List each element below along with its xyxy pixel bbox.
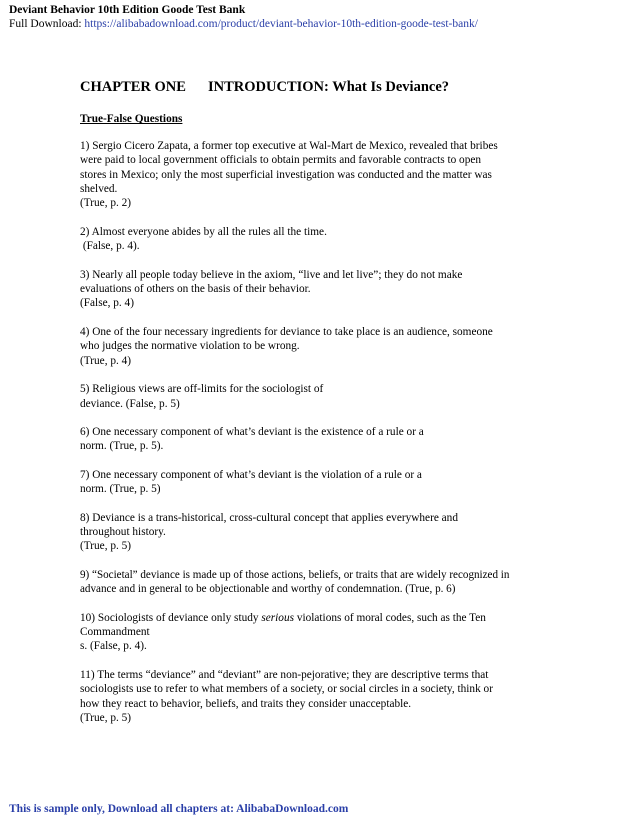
question-8 [80, 511, 585, 554]
question-text: deviance. (False, p. 5) [80, 397, 180, 410]
question-answer: (False, p. 4). [80, 240, 140, 253]
question-text: sociologists use to refer to what members of a society, or social circles in a society, think or [80, 683, 493, 696]
question-text: Commandment [80, 625, 150, 638]
question-text: 8) Deviance is a trans-historical, cross-cultural concept that applies everywhere and [80, 511, 458, 524]
book-title: Deviant Behavior 10th Edition Goode Test Bank [9, 4, 246, 16]
question-2 [80, 225, 585, 254]
section-title: True-False Questions [80, 113, 183, 126]
question-text: were paid to local government officials to obtain permits and favorable contracts to open [80, 154, 482, 167]
question-text: 2) Almost everyone abides by all the rules all the time. [80, 225, 327, 238]
question-answer: (True, p. 4) [80, 354, 132, 367]
question-9 [80, 568, 585, 597]
question-text: throughout history. [80, 525, 166, 538]
question-text: 6) One necessary component of what’s deviant is the existence of a rule or a [80, 425, 424, 438]
download-link[interactable]: https://alibabadownload.com/product/deviant-behavior-10th-edition-goode-test-bank/ [84, 18, 478, 30]
chapter-number: CHAPTER ONE [80, 79, 186, 95]
page-header [9, 3, 634, 31]
footer-notice[interactable]: This is sample only, Download all chapters at: AlibabaDownload.com [9, 803, 349, 815]
question-text: evaluations of others on the basis of their behavior. [80, 283, 311, 296]
download-line [9, 17, 634, 31]
question-text: 3) Nearly all people today believe in the axiom, “live and let live”; they do not make [80, 268, 463, 281]
question-11 [80, 668, 585, 726]
question-6 [80, 425, 585, 454]
question-4 [80, 325, 585, 368]
question-text: 9) “Societal” deviance is made up of those actions, beliefs, or traits that are widely recognized in [80, 568, 510, 581]
question-text: 5) Religious views are off-limits for the sociologist of [80, 383, 324, 396]
question-1 [80, 139, 585, 211]
question-text: norm. (True, p. 5) [80, 483, 161, 496]
question-answer: (False, p. 4) [80, 297, 134, 310]
question-text: how they react to behavior, beliefs, and traits they consider unacceptable. [80, 697, 412, 710]
question-text: advance and in general to be objectionable and worthy of condemnation. (True, p. 6) [80, 583, 456, 596]
question-3 [80, 268, 585, 311]
chapter-title: INTRODUCTION: What Is Deviance? [208, 79, 450, 95]
question-text: shelved. [80, 183, 118, 196]
question-text: 4) One of the four necessary ingredients for deviance to take place is an audience, someone [80, 325, 493, 338]
question-answer: (True, p. 2) [80, 197, 132, 210]
question-text: who judges the normative violation to be wrong. [80, 340, 300, 353]
question-answer: (True, p. 5) [80, 540, 132, 553]
question-text: stores in Mexico; only the most superficial investigation was conducted and the matter was [80, 168, 492, 181]
question-text: 10) Sociologists of deviance only study serious violations of moral codes, such as the Ten [80, 611, 486, 624]
question-5 [80, 382, 585, 411]
question-text: 11) The terms “deviance” and “deviant” are non-pejorative; they are descriptive terms that [80, 668, 489, 681]
question-10 [80, 611, 585, 654]
question-answer: (True, p. 5) [80, 712, 132, 724]
question-text: 1) Sergio Cicero Zapata, a former top executive at Wal-Mart de Mexico, revealed that bribes [80, 139, 498, 152]
question-text: norm. (True, p. 5). [80, 440, 164, 453]
document-body [80, 80, 585, 739]
download-label: Full Download: [9, 18, 85, 30]
question-answer: s. (False, p. 4). [80, 640, 147, 653]
question-7 [80, 468, 585, 497]
question-text: 7) One necessary component of what’s deviant is the violation of a rule or a [80, 468, 422, 481]
chapter-heading [80, 80, 585, 94]
